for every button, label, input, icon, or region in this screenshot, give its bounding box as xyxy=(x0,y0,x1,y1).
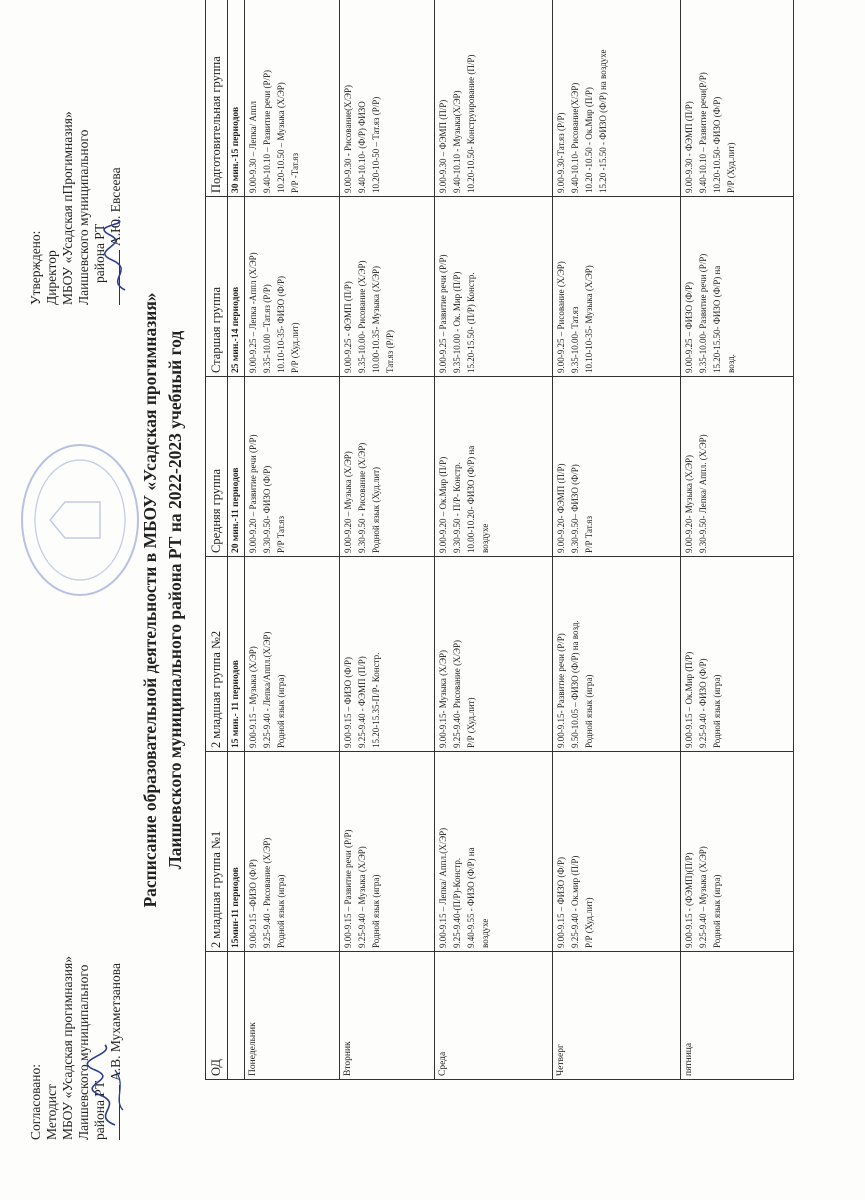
schedule-entry: 9.00-9.25 – Лепка -Аппл (Х/ЭР) xyxy=(248,252,258,373)
approval-org-line-3: района РТ xyxy=(92,223,107,283)
schedule-entry: Р/Р (Худ.лит) xyxy=(466,697,476,748)
schedule-entry: Родной язык (игра) xyxy=(584,674,594,748)
schedule-entry: Р/Р Тат.яз xyxy=(276,516,286,553)
schedule-cell xyxy=(245,197,340,377)
schedule-entry: 15.20 -15.50 - ФИЗО (Ф/Р) на воздухе xyxy=(598,49,608,193)
schedule-entry: 9.25-9.40 – Музыка (Х/ЭР) xyxy=(357,846,367,948)
approval-role: Директор xyxy=(44,250,59,305)
schedule-entry: 9.00-9.15 - (ФЭМП)(П/Р) xyxy=(684,852,694,948)
schedule-entry: 10.20 -10.50 - Ок.Мир (П/Р) xyxy=(584,87,594,193)
schedule-cell xyxy=(340,197,435,377)
schedule-entry: Р/Р Тат.яз xyxy=(584,516,594,553)
schedule-entry: Родной язык (игра) xyxy=(276,674,286,748)
schedule-cell xyxy=(340,752,435,952)
schedule-cell xyxy=(681,377,794,557)
header-cell: ОД xyxy=(206,952,228,1080)
schedule-entry: 9.25-9.40 - Рисование (Х/ЭР) xyxy=(262,837,272,948)
schedule-entry: 9.30-9.50 - Рисование (Х/ЭР) xyxy=(357,442,367,553)
schedule-entry: 9.40-10.10- Рисование(Х/ЭР) xyxy=(570,82,580,193)
schedule-entry: Р/Р (Худ.лит) xyxy=(290,322,300,373)
schedule-entry: 9.00-9.15- Музыка (Х/ЭР) xyxy=(438,649,448,748)
table-row xyxy=(340,0,435,1080)
schedule-entry: Р/Р -Тат.яз xyxy=(290,153,300,193)
day-cell: Вторник xyxy=(340,952,435,1080)
schedule-cell xyxy=(553,752,681,952)
subheader-cell: 15 мин.- 11 периодов xyxy=(228,557,245,752)
schedule-cell xyxy=(435,557,553,752)
schedule-entry: 9.00-9.15 – ФИЗО (Ф/Р) xyxy=(343,657,353,748)
schedule-entry: 9.00-9.15 – Развитие речи (Р/Р) xyxy=(343,829,353,948)
schedule-cell xyxy=(681,197,794,377)
schedule-entry: 9.00-9.20- ФЭМП (П/Р) xyxy=(556,463,566,553)
schedule-entry: 9.40-9.55 - ФИЗО (Ф/Р) на xyxy=(466,847,476,948)
schedule-entry: 9.40-10.10 – Развитие речи (Р/Р) xyxy=(262,70,272,193)
approval-signature-line xyxy=(108,956,124,1140)
schedule-entry: Родной язык (игра) xyxy=(276,874,286,948)
approval-org-line-1: МБОУ «Усадская прогимназия» xyxy=(60,956,75,1140)
schedule-cell xyxy=(435,197,553,377)
schedule-entry: 9.30-9.50- Лепка/ Аппл. (Х/ЭР) xyxy=(698,434,708,553)
schedule-entry: 9.00-9.25 – ФИЗО (Ф/Р) xyxy=(684,282,694,373)
schedule-cell xyxy=(681,557,794,752)
header-cell: Средняя группа xyxy=(206,377,228,557)
document-subtitle: Лаишевского муниципального района РТ на 2022-2023 учебный год xyxy=(165,330,185,870)
schedule-entry: 9.35-10.00- Тат.яз xyxy=(570,306,580,373)
schedule-entry: 9.00-9.20 – Музыка (Х/ЭР) xyxy=(343,451,353,553)
schedule-entry: 9.30-9.50- ФИЗО (Ф/Р) xyxy=(262,465,272,553)
subheader-cell: 25 мин.-14 периодов xyxy=(228,197,245,377)
schedule-entry: 9.00-9.25 – Развитие речи (Р/Р) xyxy=(438,254,448,373)
schedule-entry: 9.25-9.40 - Лепка/Аппл.(Х/ЭР) xyxy=(262,631,272,748)
schedule-cell xyxy=(245,0,340,197)
schedule-entry: 9.00-9.30 - Рисование(Х/ЭР) xyxy=(343,84,353,193)
approval-block-right xyxy=(28,111,124,305)
schedule-cell xyxy=(681,0,794,197)
approval-label: Утверждено: xyxy=(28,230,43,305)
approval-org-line-2: Лаишевского муниципального xyxy=(76,129,91,305)
table-row xyxy=(553,0,681,1080)
schedule-entry: 9.40-10.10 – Развитие речи(Р/Р) xyxy=(698,72,708,193)
approval-org-line-3: района РТ xyxy=(92,1080,107,1140)
subheader-cell: 30 мин.-15 периодов xyxy=(228,0,245,197)
schedule-entry: 9.35-10.00- Рисование (Х/ЭР) xyxy=(357,260,367,373)
day-cell: пятница xyxy=(681,952,794,1080)
schedule-entry: 9.00-9.15 –ФИЗО (Ф/Р) xyxy=(248,859,258,948)
approval-signature-line xyxy=(108,111,124,305)
schedule-entry: 9.00-9.30 – ФЭМП (П/Р) xyxy=(438,99,448,193)
day-cell: Четверг xyxy=(553,952,681,1080)
schedule-cell xyxy=(340,557,435,752)
schedule-cell xyxy=(245,377,340,557)
schedule-cell xyxy=(681,752,794,952)
schedule-entry: 9.30-9.50– ФИЗО (Ф/Р) xyxy=(570,464,580,553)
schedule-entry: Родной язык (игра) xyxy=(712,874,722,948)
subheader-cell: 20 мин.-11 периодов xyxy=(228,377,245,557)
approval-label: Согласовано: xyxy=(28,1064,43,1140)
schedule-entry: 15.20-15.35-П/Р- Констр. xyxy=(371,652,381,748)
approval-block-left xyxy=(28,956,124,1140)
schedule-entry: 10.20-10-50 – Тат.яз (Р/Р) xyxy=(371,96,381,193)
schedule-entry: Родной язык (Худ.лит) xyxy=(371,466,381,553)
schedule-entry: 9.00-9.15 – Музыка (Х/ЭР) xyxy=(248,646,258,748)
header-cell: 2 младшая группа №1 xyxy=(206,752,228,952)
schedule-entry: 10.00-10.20- ФИЗО (Ф/Р) на xyxy=(466,445,476,553)
schedule-entry: 10.10-10-35- Музыка (Х/ЭР) xyxy=(584,265,594,373)
day-cell: Среда xyxy=(435,952,553,1080)
schedule-entry: воздухе xyxy=(480,523,490,553)
subheader-cell xyxy=(228,952,245,1080)
schedule-entry: 15.20-15.50- (П/Р) Констр. xyxy=(466,272,476,373)
approval-org-line-1: МБОУ «Усадская пПрогимназия» xyxy=(60,111,75,305)
schedule-entry: 9.35-10.00- Развитие речи (Р/Р) xyxy=(698,253,708,373)
schedule-entry: 9.00-9.20 – Ок.Мир (П/Р) xyxy=(438,456,448,553)
schedule-entry: 9.00-9.25 - ФЭМП (П/Р) xyxy=(343,281,353,373)
schedule-entry: Родной язык (игра) xyxy=(712,674,722,748)
schedule-entry: 9.00-9.20- Музыка (Х/ЭР) xyxy=(684,454,694,553)
schedule-entry: 9.35-10.00 –Тат.яз (Р/Р) xyxy=(262,284,272,373)
document-title: Расписание образовательной деятельности в МБОУ «Усадская прогимназия» xyxy=(140,292,160,908)
schedule-entry: 9.35-10.00 - Ок. Мир (П/Р) xyxy=(452,271,462,373)
schedule-cell xyxy=(553,377,681,557)
schedule-entry: 9.00-9.15- Развитие речи (Р/Р) xyxy=(556,633,566,748)
table-row xyxy=(435,0,553,1080)
schedule-entry: 10.20-10.50- ФИЗО (Ф/Р) xyxy=(712,96,722,193)
schedule-entry: 9.25-9.40 - ФИЗО (Ф/Р) xyxy=(698,658,708,748)
schedule-cell xyxy=(553,0,681,197)
schedule-entry: 9.40-10.10 - Музыка(Х/ЭР) xyxy=(452,90,462,193)
table-row xyxy=(681,0,794,1080)
schedule-entry: 9.00-9.15 – ФИЗО (Ф/Р) xyxy=(556,857,566,948)
schedule-entry: 9.00-9.30-Тат.яз (Р/Р) xyxy=(556,112,566,193)
schedule-entry: 9.00-9.30 - ФЭМП (П/Р) xyxy=(684,101,694,193)
schedule-entry: 9.00-9.15 – Ок.Мир (П/Р) xyxy=(684,651,694,748)
schedule-entry: 9.25-9.40 - ФЭМП (П/Р) xyxy=(357,656,367,748)
schedule-entry: 9.25-9.40 – Музыка (Х/ЭР) xyxy=(698,846,708,948)
table-header-row xyxy=(206,0,228,1080)
schedule-cell xyxy=(340,377,435,557)
schedule-cell xyxy=(340,0,435,197)
schedule-table xyxy=(205,0,794,1080)
schedule-cell xyxy=(435,752,553,952)
schedule-entry: 10.00-10.35- Музыка (Х/ЭР) xyxy=(371,265,381,373)
header-cell: Подготовительная группа xyxy=(206,0,228,197)
schedule-entry: 9.50-10.05 – ФИЗО (Ф/Р) на возд. xyxy=(570,620,580,748)
approval-name: А.В. Мухаметзанова xyxy=(108,963,123,1081)
schedule-entry: 9.00-9.30 – Лепка/ Аппл xyxy=(248,101,258,193)
schedule-cell xyxy=(435,377,553,557)
day-cell: Понедельник xyxy=(245,952,340,1080)
schedule-cell xyxy=(553,197,681,377)
table-row xyxy=(245,0,340,1080)
schedule-cell xyxy=(553,557,681,752)
schedule-entry: 10.20-10.50- Конструирование (П/Р) xyxy=(466,54,476,193)
schedule-entry: 9.30-9.50 - П/Р- Констр. xyxy=(452,462,462,553)
schedule-entry: 9.00-9.20 – Развитие речи (Р/Р) xyxy=(248,434,258,553)
schedule-entry: 9.40-10.10- (Ф/Р) ФИЗО xyxy=(357,101,367,193)
schedule-entry: воздухе xyxy=(480,918,490,948)
header-cell: 2 младшая группа №2 xyxy=(206,557,228,752)
approval-name: А.Ю. Евсеева xyxy=(108,167,123,246)
stamp-seal xyxy=(15,440,145,600)
approval-role: Методист xyxy=(44,1084,59,1140)
subheader-cell: 15мин-11 периодов xyxy=(228,752,245,952)
table-subheader-row xyxy=(228,0,245,1080)
schedule-entry: 9.25-9.40-(П/Р)-Констр. xyxy=(452,857,462,948)
schedule-entry: Р/Р (Худ.лит) xyxy=(584,897,594,948)
schedule-cell xyxy=(435,0,553,197)
schedule-entry: 10.10-10-35- ФИЗО (Ф/Р) xyxy=(276,276,286,373)
schedule-entry: 9.00-9.15 – Лепка/ Аппл.(Х/ЭР) xyxy=(438,827,448,948)
schedule-entry: 15.20-15.50- ФИЗО (Ф/Р) на xyxy=(712,265,722,373)
schedule-entry: Родной язык (игра) xyxy=(371,874,381,948)
schedule-entry: Р/Р (Худ.лит) xyxy=(726,142,736,193)
schedule-entry: 9.25-9.40- Рисование (Х/ЭР) xyxy=(452,639,462,748)
schedule-entry: возд. xyxy=(726,354,736,373)
schedule-cell xyxy=(245,557,340,752)
schedule-entry: 10.20-10.50 – Музыка (Х/ЭР) xyxy=(276,82,286,193)
approval-org-line-2: Лаишевского муниципального xyxy=(76,964,91,1140)
schedule-entry: 9.25-9.40 - Ок.мир (П/Р) xyxy=(570,855,580,948)
header-cell: Старшая группа xyxy=(206,197,228,377)
schedule-entry: Тат.яз (Р/Р) xyxy=(385,330,395,373)
schedule-entry: 9.00-9.25 – Рисование (Х/ЭР) xyxy=(556,261,566,373)
schedule-cell xyxy=(245,752,340,952)
